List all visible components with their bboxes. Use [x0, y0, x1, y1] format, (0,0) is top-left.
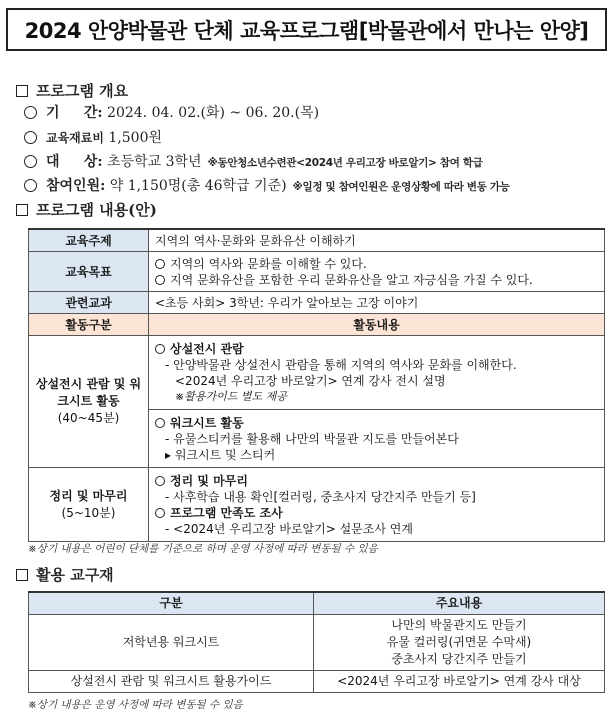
circle-bullet-icon [155, 259, 165, 269]
table-row [29, 336, 605, 410]
materials-col2-header: 주요내용 [314, 592, 605, 615]
activity-subtitle: 상설전시 관람 [155, 341, 598, 357]
footnote-program: ※상기 내용은 어린이 단체를 기준으로 하며 운영 사정에 따라 변동될 수 있음 [28, 543, 378, 555]
materials-table [28, 591, 605, 693]
activity1-exhibit-cell: 상설전시 관람 - 안양박물관 상설전시 관람을 통해 지역의 역사와 문화를 이해한다. <2024년 우리고장 바로알기> 연계 강사 전시 설명 ※활용가이드 별도 제공 [149, 336, 605, 410]
table-row [29, 229, 605, 252]
table-row [29, 615, 605, 671]
circle-bullet-icon [24, 131, 37, 144]
subject-value-cell: <초등 사회> 3학년: 우리가 알아보는 고장 이야기 [149, 292, 605, 314]
document-title-box [6, 8, 607, 51]
section-overview-heading: 프로그램 개요 [16, 80, 128, 101]
circle-bullet-icon [24, 155, 37, 168]
activity-subtitle: 정리 및 마무리 [155, 473, 598, 489]
program-content-table [28, 228, 605, 542]
checkbox-square-icon [16, 569, 28, 581]
goal-item: 지역의 역사와 문화를 이해할 수 있다. [155, 256, 598, 272]
activity2-content-cell: 정리 및 마무리 - 사후학습 내용 확인[컬러링, 중초사지 당간지주 만들기 등] 프로그램 만족도 조사 - <2024년 우리고장 바로알기> 설문조사 연계 [149, 468, 605, 542]
section-content-heading: 프로그램 내용(안) [16, 199, 157, 220]
goal-label-cell: 교육목표 [29, 252, 149, 292]
table-row [29, 292, 605, 314]
table-row [29, 592, 605, 615]
activity-subtitle: 프로그램 만족도 조사 [155, 505, 598, 521]
circle-bullet-icon [155, 476, 165, 486]
activity2-name-cell: 정리 및 마무리 (5~10분) [29, 468, 149, 542]
document-title: 2024 안양박물관 단체 교육프로그램[박물관에서 만나는 안양] [24, 18, 589, 43]
content-header-cell: 활동내용 [149, 314, 605, 336]
table-row [29, 468, 605, 542]
topic-value-cell: 지역의 역사·문화와 문화유산 이해하기 [149, 229, 605, 252]
section-materials-heading: 활용 교구재 [16, 564, 114, 585]
table-row [29, 252, 605, 292]
checkbox-square-icon [16, 204, 28, 216]
circle-bullet-icon [155, 508, 165, 518]
activity1-worksheet-cell: 워크시트 활동 - 유물스티커를 활용해 나만의 박물관 지도를 만들어본다 ▸ 워크시트 및 스티커 [149, 410, 605, 468]
materials-row1-name: 저학년용 워크시트 [29, 615, 314, 671]
materials-row1-items: 나만의 박물관지도 만들기 유물 컬러링(귀면문 수막새) 중초사지 당간지주 만들기 [314, 615, 605, 671]
overview-period-row: 기 간: 2024. 04. 02.(화) ~ 06. 20.(목) [24, 102, 319, 122]
topic-label-cell: 교육주제 [29, 229, 149, 252]
goal-item: 지역 문화유산을 포함한 우리 문화유산을 알고 자긍심을 가질 수 있다. [155, 272, 598, 288]
circle-bullet-icon [155, 344, 165, 354]
subject-label-cell: 관련교과 [29, 292, 149, 314]
overview-fee-row: 교육재료비 1,500원 [24, 127, 162, 147]
circle-bullet-icon [155, 418, 165, 428]
overview-participants-row: 참여인원: 약 1,150명(총 46학급 기준) ※일정 및 참여인원은 운영상황에 따라 변동 가능 [24, 175, 510, 195]
circle-bullet-icon [24, 179, 37, 192]
materials-col1-header: 구분 [29, 592, 314, 615]
table-row [29, 671, 605, 693]
checkbox-square-icon [16, 85, 28, 97]
materials-row2-name: 상설전시 관람 및 워크시트 활용가이드 [29, 671, 314, 693]
circle-bullet-icon [155, 275, 165, 285]
activity-subtitle: 워크시트 활동 [155, 415, 598, 431]
circle-bullet-icon [24, 106, 37, 119]
table-row [29, 314, 605, 336]
overview-target-row: 대 상: 초등학교 3학년 ※동안청소년수련관<2024년 우리고장 바로알기> 참여 학급 [24, 151, 483, 171]
goal-value-cell [149, 252, 605, 292]
activity1-name-cell: 상설전시 관람 및 워크시트 활동 (40~45분) [29, 336, 149, 468]
category-header-cell: 활동구분 [29, 314, 149, 336]
materials-row2-item: <2024년 우리고장 바로알기> 연계 강사 대상 [314, 671, 605, 693]
footnote-materials: ※상기 내용은 운영 사정에 따라 변동될 수 있음 [28, 699, 243, 711]
